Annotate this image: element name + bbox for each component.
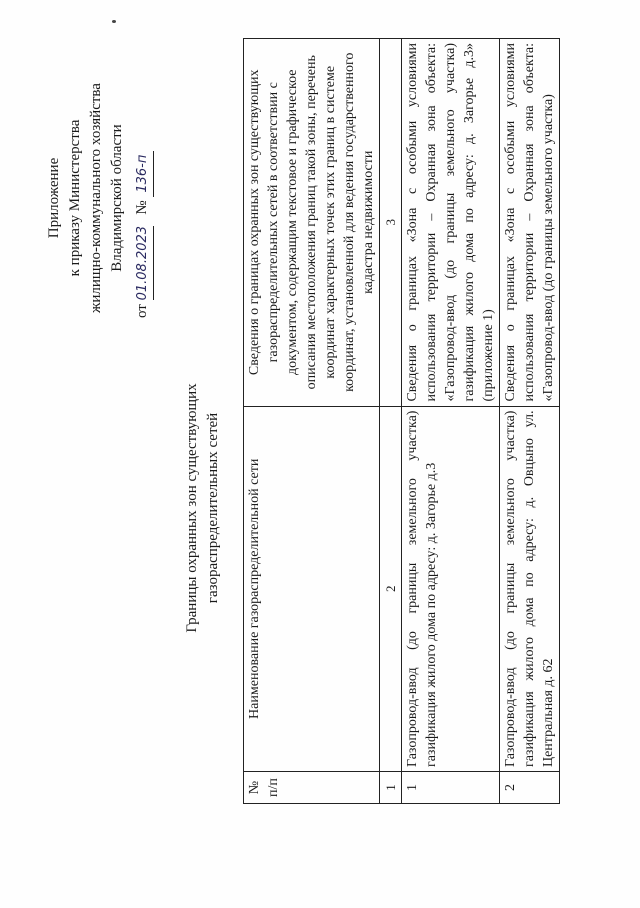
header-network-name: Наименование газораспределительной сети — [244, 406, 380, 772]
row-network-name: Газопровод-ввод (до границы земельного участка) газификация жилого дома по адресу: д. Загорье д.3 — [402, 406, 500, 772]
header-boundary-info: Сведения о границах охранных зон существующих газораспределительных сетей в соответствии с документом, содержащим текстовое и графическое описания местоположения границ такой зоны, перечень координат характерных точек этих границ в системе координат, установленной для ведения государственного кадастра недвижимости — [244, 39, 380, 407]
title-line-2: газораспределительных сетей — [205, 412, 221, 604]
boundaries-table — [243, 38, 560, 804]
row-network-name: Газопровод-ввод (до границы земельного участка) газификация жилого дома по адресу: д. Овцыно ул. Центральная д. 62 — [500, 406, 560, 772]
row-number: 1 — [402, 772, 500, 804]
appendix-line-2: к приказу Министерства — [67, 119, 83, 277]
appendix-line-4: Владимирской области — [109, 124, 125, 272]
appendix-line-3: жилищно-коммунального хозяйства — [88, 83, 104, 313]
row-number: 2 — [500, 772, 560, 804]
row-boundary-info: Сведения о границах «Зона с особыми условиями использования территории – Охранная зона объекта: «Газопровод-ввод (до границы земельного участка) — [500, 39, 560, 407]
table-header-row — [244, 39, 380, 804]
table-row — [402, 39, 500, 804]
index-cell: 2 — [380, 406, 402, 772]
header-number: № п/п — [244, 772, 380, 804]
appendix-line-1: Приложение — [46, 157, 62, 239]
index-cell: 3 — [380, 39, 402, 407]
table-index-row — [380, 39, 402, 804]
number-prefix: № — [134, 200, 150, 215]
handwritten-number: 136-п — [132, 151, 154, 197]
table-row — [500, 39, 560, 804]
title-line-1: Границы охранных зон существующих — [184, 383, 200, 633]
index-cell: 1 — [380, 772, 402, 804]
document-title — [182, 358, 224, 658]
order-date-number-line — [132, 48, 154, 348]
appendix-block — [44, 48, 154, 348]
date-prefix: от — [134, 304, 150, 318]
handwritten-date: 01.08.2023 — [132, 226, 154, 300]
row-boundary-info: Сведения о границах «Зона с особыми условиями использования территории – Охранная зона объекта: «Газопровод-ввод (до границы земельного участка) газификация жилого дома по адресу: д. Загорье д.3» (приложение 1) — [402, 39, 500, 407]
